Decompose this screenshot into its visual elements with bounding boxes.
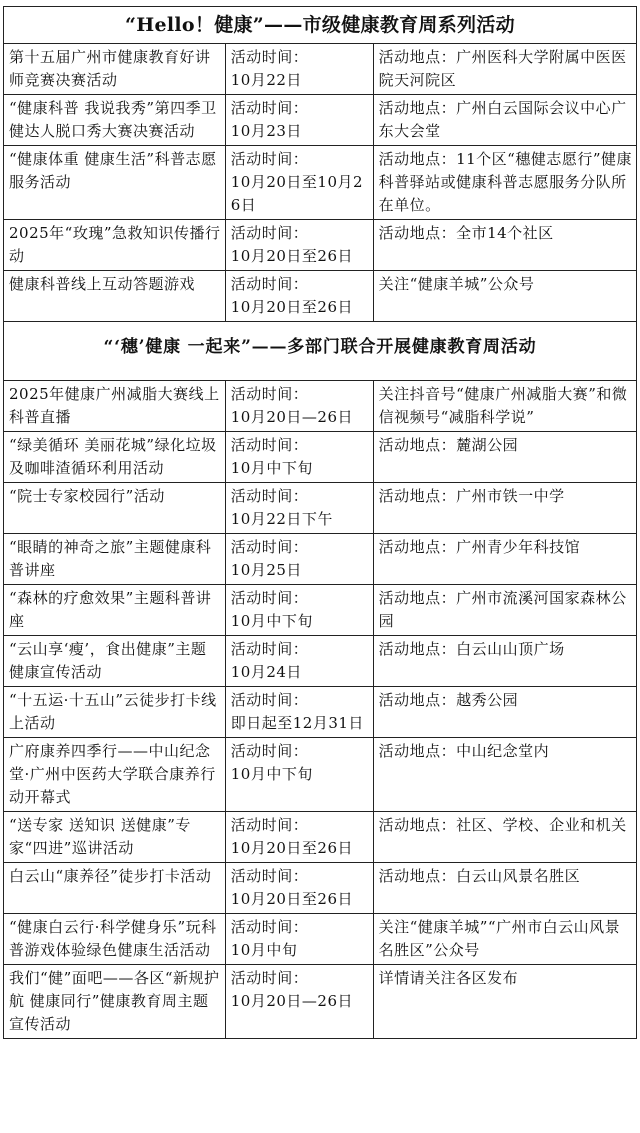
time-label: 活动时间： [230, 589, 309, 607]
activity-time [225, 146, 373, 220]
activity-time [225, 220, 373, 271]
table-row [4, 534, 637, 585]
activity-name: “健康体重 健康生活”科普志愿服务活动 [4, 146, 226, 220]
activity-place: 活动地点：白云山山顶广场 [373, 636, 636, 687]
activity-name: 健康科普线上互动答题游戏 [4, 271, 226, 322]
activity-place: 活动地点：全市14个社区 [373, 220, 636, 271]
activity-time [225, 585, 373, 636]
time-label: 活动时间： [230, 691, 309, 709]
activity-name: “十五运·十五山”云徒步打卡线上活动 [4, 687, 226, 738]
time-value: 即日起至12月31日 [230, 714, 364, 732]
time-value: 10月23日 [230, 122, 302, 140]
activity-time [225, 534, 373, 585]
activity-name: “绿美循环 美丽花城”绿化垃圾及咖啡渣循环利用活动 [4, 432, 226, 483]
time-value: 10月中旬 [230, 941, 298, 959]
time-value: 10月20日—26日 [230, 992, 353, 1010]
activity-name: 我们“健”面吧——各区“新规护航 健康同行”健康教育周主题宣传活动 [4, 965, 226, 1039]
table-row [4, 863, 637, 914]
activity-time [225, 965, 373, 1039]
section-title: “Hello！健康”——市级健康教育周系列活动 [4, 7, 637, 44]
time-label: 活动时间： [230, 918, 309, 936]
time-label: 活动时间： [230, 150, 309, 168]
time-value: 10月20日至26日 [230, 839, 353, 857]
time-label: 活动时间： [230, 640, 309, 658]
time-label: 活动时间： [230, 224, 309, 242]
time-label: 活动时间： [230, 487, 309, 505]
section-header [4, 7, 637, 44]
time-value: 10月22日 [230, 71, 302, 89]
time-value: 10月20日至26日 [230, 298, 353, 316]
activity-name: 2025年健康广州减脂大赛线上科普直播 [4, 381, 226, 432]
activity-name: “送专家 送知识 送健康”专家“四进”巡讲活动 [4, 812, 226, 863]
time-label: 活动时间： [230, 48, 309, 66]
activity-time [225, 687, 373, 738]
time-value: 10月22日下午 [230, 510, 333, 528]
activity-place: 活动地点：广州医科大学附属中医医院天河院区 [373, 44, 636, 95]
time-value: 10月24日 [230, 663, 302, 681]
activity-name: “院士专家校园行”活动 [4, 483, 226, 534]
time-label: 活动时间： [230, 436, 309, 454]
activity-name: “健康科普 我说我秀”第四季卫健达人脱口秀大赛决赛活动 [4, 95, 226, 146]
table-row [4, 812, 637, 863]
time-label: 活动时间： [230, 742, 309, 760]
activity-name: “健康白云行·科学健身乐”玩科普游戏体验绿色健康生活活动 [4, 914, 226, 965]
table-row [4, 95, 637, 146]
activity-place: 关注抖音号“健康广州减脂大赛”和微信视频号“减脂科学说” [373, 381, 636, 432]
table-row [4, 965, 637, 1039]
activity-place: 活动地点：白云山风景名胜区 [373, 863, 636, 914]
table-row [4, 271, 637, 322]
activity-place: 活动地点：广州青少年科技馆 [373, 534, 636, 585]
table-row [4, 483, 637, 534]
table-row [4, 381, 637, 432]
time-label: 活动时间： [230, 969, 309, 987]
activity-name: “眼睛的神奇之旅”主题健康科普讲座 [4, 534, 226, 585]
table-row [4, 585, 637, 636]
activity-place: 活动地点：广州市铁一中学 [373, 483, 636, 534]
activity-place: 活动地点：社区、学校、企业和机关 [373, 812, 636, 863]
table-row [4, 914, 637, 965]
table-row [4, 687, 637, 738]
time-value: 10月25日 [230, 561, 302, 579]
time-value: 10月20日至26日 [230, 890, 353, 908]
activity-time [225, 812, 373, 863]
time-value: 10月中下旬 [230, 612, 313, 630]
time-value: 10月20日至10月26日 [230, 173, 364, 214]
activity-name: 第十五届广州市健康教育好讲师竞赛决赛活动 [4, 44, 226, 95]
activity-time [225, 483, 373, 534]
activity-place: 关注“健康羊城”公众号 [373, 271, 636, 322]
activity-place: 详情请关注各区发布 [373, 965, 636, 1039]
activity-time [225, 738, 373, 812]
time-label: 活动时间： [230, 385, 309, 403]
activity-name: 广府康养四季行——中山纪念堂·广州中医药大学联合康养行动开幕式 [4, 738, 226, 812]
activity-name: 2025年“玫瑰”急救知识传播行动 [4, 220, 226, 271]
time-value: 10月20日—26日 [230, 408, 353, 426]
time-label: 活动时间： [230, 99, 309, 117]
activity-time [225, 95, 373, 146]
activity-time [225, 271, 373, 322]
activity-time [225, 432, 373, 483]
table-row [4, 636, 637, 687]
time-value: 10月中下旬 [230, 765, 313, 783]
table-row [4, 146, 637, 220]
activity-time [225, 44, 373, 95]
activity-place: 活动地点：广州市流溪河国家森林公园 [373, 585, 636, 636]
activity-place: 活动地点：11个区“穗健志愿行”健康科普驿站或健康科普志愿服务分队所在单位。 [373, 146, 636, 220]
activity-table [3, 6, 637, 1039]
time-value: 10月20日至26日 [230, 247, 353, 265]
section-header [4, 322, 637, 381]
activity-name: 白云山“康养径”徒步打卡活动 [4, 863, 226, 914]
time-value: 10月中下旬 [230, 459, 313, 477]
activity-place: 活动地点：中山纪念堂内 [373, 738, 636, 812]
activity-time [225, 863, 373, 914]
time-label: 活动时间： [230, 275, 309, 293]
activity-name: “云山享‘瘦’，食出健康”主题健康宣传活动 [4, 636, 226, 687]
activity-time [225, 381, 373, 432]
table-row [4, 44, 637, 95]
time-label: 活动时间： [230, 867, 309, 885]
activity-name: “森林的疗愈效果”主题科普讲座 [4, 585, 226, 636]
table-row [4, 738, 637, 812]
activity-place: 关注“健康羊城”“广州市白云山风景名胜区”公众号 [373, 914, 636, 965]
activity-time [225, 914, 373, 965]
time-label: 活动时间： [230, 538, 309, 556]
section-title: “‘穗’健康 一起来”——多部门联合开展健康教育周活动 [4, 322, 637, 381]
activity-time [225, 636, 373, 687]
table-row [4, 432, 637, 483]
activity-place: 活动地点：越秀公园 [373, 687, 636, 738]
table-row [4, 220, 637, 271]
activity-place: 活动地点：麓湖公园 [373, 432, 636, 483]
activity-place: 活动地点：广州白云国际会议中心广东大会堂 [373, 95, 636, 146]
time-label: 活动时间： [230, 816, 309, 834]
